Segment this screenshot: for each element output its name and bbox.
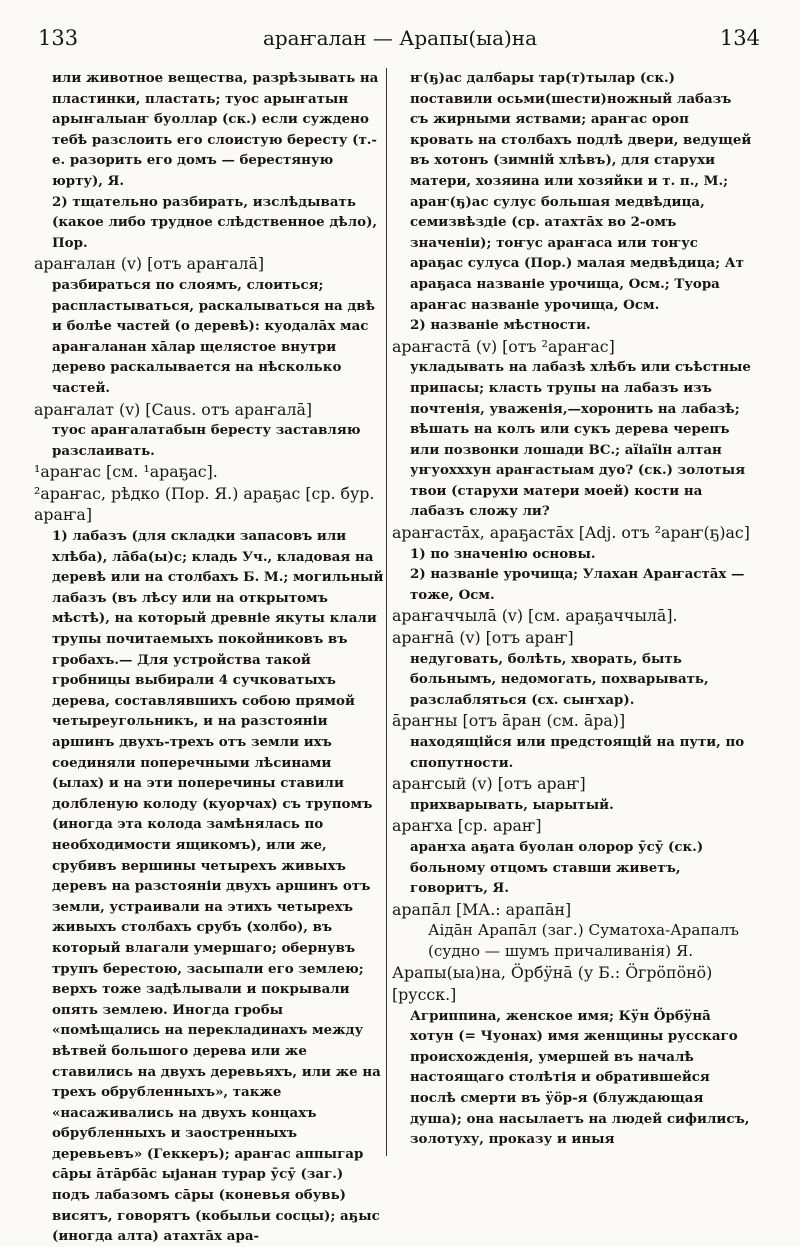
headword: араҥнā (v) [отъ араҥ] — [392, 628, 574, 648]
headword: араҥалан (v) [отъ араҥалā] — [34, 254, 265, 274]
entry-sense: 2) названіе урочища; Улахан Араҥастāх — тоже, Осм. — [410, 566, 745, 603]
entry-sense: 2) тщательно разбирать, изслѣдывать (какое либо трудное слѣдственное дѣло), Пор. — [52, 193, 378, 251]
headword: араҥастā (v) [отъ ²араҥас] — [392, 336, 615, 356]
page-header — [30, 26, 770, 60]
entry-text: находящійся или предстоящій на пути, по спопутности. — [410, 734, 745, 771]
headword: арапāл [МА.: арапāн] — [392, 899, 572, 919]
entry-text: араҥха аҕата буолан олорор ӯсӯ (ск.) больному отцомъ ставши живетъ, говоритъ, Я. — [410, 838, 704, 897]
entry-text: укладывать на лабазѣ хлѣбъ или съѣстные припасы; класть трупы на лабазъ изъ почтенія, уваженія,—хоронить на лабазѣ; вѣшать на колъ или сукъ дерева черепъ или позвонки лошади ВС.; аїіаїін алтан уҥуохххун араҥастыам дуо? (ск.) золотыя твои (старухи матери моей) кости на лабазъ сложу ли? — [410, 359, 751, 520]
column-divider — [386, 68, 387, 1156]
entry-text: прихварывать, ыарытый. — [410, 796, 614, 813]
entry-sense: 2) названіе мѣстности. — [410, 317, 591, 334]
headword: араҥаччылā (v) [см. араҕаччылā]. — [392, 606, 678, 626]
entry-text: 1) лабазъ (для складки запасовъ или хлѣба), лāба(ы)с; кладь Уч., кладовая на деревѣ или на столбахъ Б. М.; могильный лабазъ (въ лѣсу или на открытомъ мѣстѣ), на который древніе якуты клали трупы почитаемыхъ покойниковъ въ гробахъ.— Для устройства такой гробницы выбирали 4 сучковатыхъ дерева, составлявшихъ собою прямой четыреугольникъ, и на разстояніи аршинъ двухъ-трехъ отъ земли ихъ соединяли поперечными лѣсинами (ылах) и на эти поперечины ставили долбленую колоду (куорчах) съ трупомъ (иногда эта колода замѣнялась по необходимости ящикомъ), или же, срубивъ вершины четырехъ живыхъ деревъ на разстояніи двухъ аршинъ отъ земли, устраивали на этихъ четырехъ живыхъ столбахъ срубъ (холбо), въ который влагали умершаго; обернувъ трупъ берестою, засыпали его землею; верхъ тоже задѣлывали и покрывали опять землею. Иногда гробы «помѣщались на перекладинахъ между вѣтвей большого дерева или же ставились на двухъ деревьяхъ, или же на трехъ обрубленныхъ», также «насаживались на двухъ концахъ обрубленныхъ и заостренныхъ деревьевъ» (Геккеръ); араҥас аппыгар сāры āтāрбāс ыјанан турар ӯсӯ (заг.) подъ лабазомъ сāры (коневья обувь) висятъ, говорятъ (кобыльи сосцы); аҕыс (иногда алта) атахтāх ара- — [52, 528, 384, 1245]
running-title: араҥалан — Арапы(ыа)на — [262, 26, 538, 50]
page-number-left: 133 — [38, 26, 79, 50]
entry-sense: 1) по значенію основы. — [410, 545, 596, 562]
entry-text: разбираться по слоямъ, слоиться; распластываться, раскалываться на двѣ и болѣе частей (о деревѣ): куодалāх мас араҥаланан хāлар щелястое внутри дерево раскалывается на нѣсколько частей. — [52, 276, 375, 396]
headword: Арапы(ыа)на, Ӧрбӱнā (у Б.: Ӧгрӧпӧнӧ) [русск.] — [392, 963, 713, 1004]
right-column — [392, 68, 754, 1158]
headword: ²араҥас, рѣдко (Пор. Я.) араҕас [ср. бур. араҥа] — [34, 483, 375, 525]
headword: араҥастāх, араҕастāх [Adj. отъ ²араҥ(ҕ)ас] — [392, 523, 750, 543]
entry-text: Агриппина, женское имя; Кӱн Ӧрбӱнā хотун (= Чуонах) имя женщины русскаго происхожденія, умершей въ началѣ настоящаго столѣтія и обратившейся послѣ смерти въ ӱӧр-я (блуждающая душа); она насылаетъ на людей сифилисъ, золотуху, проказу и иныя — [410, 1007, 750, 1148]
headword: араҥалат (v) [Caus. отъ араҥалā] — [34, 399, 313, 419]
page-number-right: 134 — [719, 26, 760, 50]
headword: ¹араҥас [см. ¹араҕас]. — [34, 462, 218, 482]
entry-example: Аідāн Арапāл (заг.) Суматоха-Арапалъ (судно — шумъ причаливанія) Я. — [428, 921, 739, 961]
headword: āраҥны [отъ āран (см. āра)] — [392, 711, 626, 731]
entry-text: недуговать, болѣть, хворать, быть больнымъ, недомогать, похварывать, разслабляться (сх. сыҥхар). — [410, 650, 709, 708]
entry-text: или животное вещества, разрѣзывать на пластинки, пластать; туос арыҥатын арыҥалыаҥ буоллар (ск.) если суждено тебѣ разслоить его слоистую бересту (т.-е. разорить его домъ — берестяную юрту), Я. — [52, 70, 379, 189]
headword: араҥсый (v) [отъ араҥ] — [392, 774, 586, 794]
headword: араҥха [ср. араҥ] — [392, 816, 542, 836]
left-column — [34, 68, 384, 1245]
entry-text: туос араҥалатабын бересту заставляю разслаивать. — [52, 422, 361, 459]
entry-text: ҥ(ҕ)ас далбары тар(т)тылар (ск.) поставили осьми(шести)ножный лабазъ съ жирными яствами; араҥас ороп кровать на столбахъ подлѣ двери, ведущей въ хотонъ (зимній хлѣвъ), для старухи матери, хозяина или хозяйки и т. п., М.; араҥ(ҕ)ас сулус большая медвѣдица, семизвѣздіе (ср. атахтāх во 2-омъ значеніи); тоҥус араҥаса или тоҥус араҕас сулуса (Пор.) малая медвѣдица; Ат араҕаса названіе урочища, Осм.; Туора араҥас названіе урочища, Осм. — [410, 70, 752, 313]
